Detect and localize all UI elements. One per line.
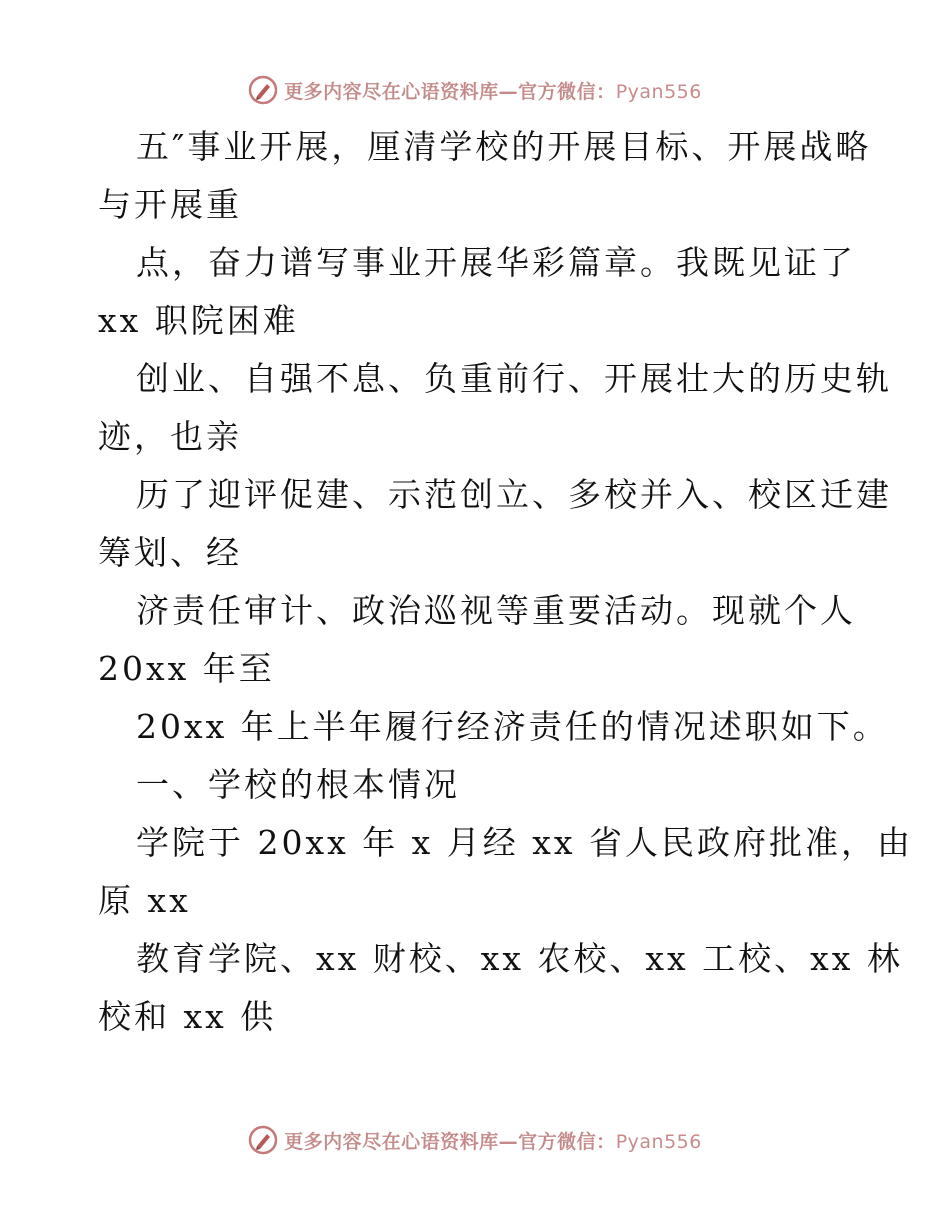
text-line: 教育学院、xx 财校、xx 农校、xx 工校、xx 林 [136,939,903,978]
text-line: 迹，也亲 [98,417,242,456]
text-line: 五″事业开展，厘清学校的开展目标、开展战略 [136,127,872,166]
watermark-brand: 更多内容尽在心语资料库 [284,1130,499,1153]
watermark-brand: 更多内容尽在心语资料库 [284,80,499,103]
watermark-wechat-id: Pyan556 [615,1130,702,1153]
watermark-text [284,1127,702,1154]
pen-logo-icon [248,1125,278,1155]
watermark-wechat-id: Pyan556 [615,80,702,103]
text-line: 点，奋力谱写事业开展华彩篇章。我既见证了 [136,243,856,282]
watermark-wechat-label: 官方微信： [518,80,616,103]
text-line: 筹划、经 [98,533,242,572]
watermark-separator: — [498,80,519,103]
section-heading: 一、学校的根本情况 [136,765,460,804]
text-line: xx 职院困难 [98,301,299,340]
header-watermark [0,70,950,110]
text-line: 原 xx [98,881,191,920]
text-line: 创业、自强不息、负重前行、开展壮大的历史轨 [136,359,892,398]
text-line: 与开展重 [98,185,242,224]
watermark-text [284,77,702,104]
text-line: 20xx 年至 [98,649,275,688]
text-line: 学院于 20xx 年 x 月经 xx 省人民政府批准，由 [136,823,913,862]
text-line: 校和 xx 供 [98,997,277,1036]
watermark-separator: — [498,1130,519,1153]
footer-watermark [0,1120,950,1160]
pen-logo-icon [248,75,278,105]
text-line: 济责任审计、政治巡视等重要活动。现就个人 [136,591,856,630]
text-line: 20xx 年上半年履行经济责任的情况述职如下。 [136,707,889,746]
watermark-wechat-label: 官方微信： [518,1130,616,1153]
document-body [98,118,913,1046]
text-line: 历了迎评促建、示范创立、多校并入、校区迁建 [136,475,892,514]
